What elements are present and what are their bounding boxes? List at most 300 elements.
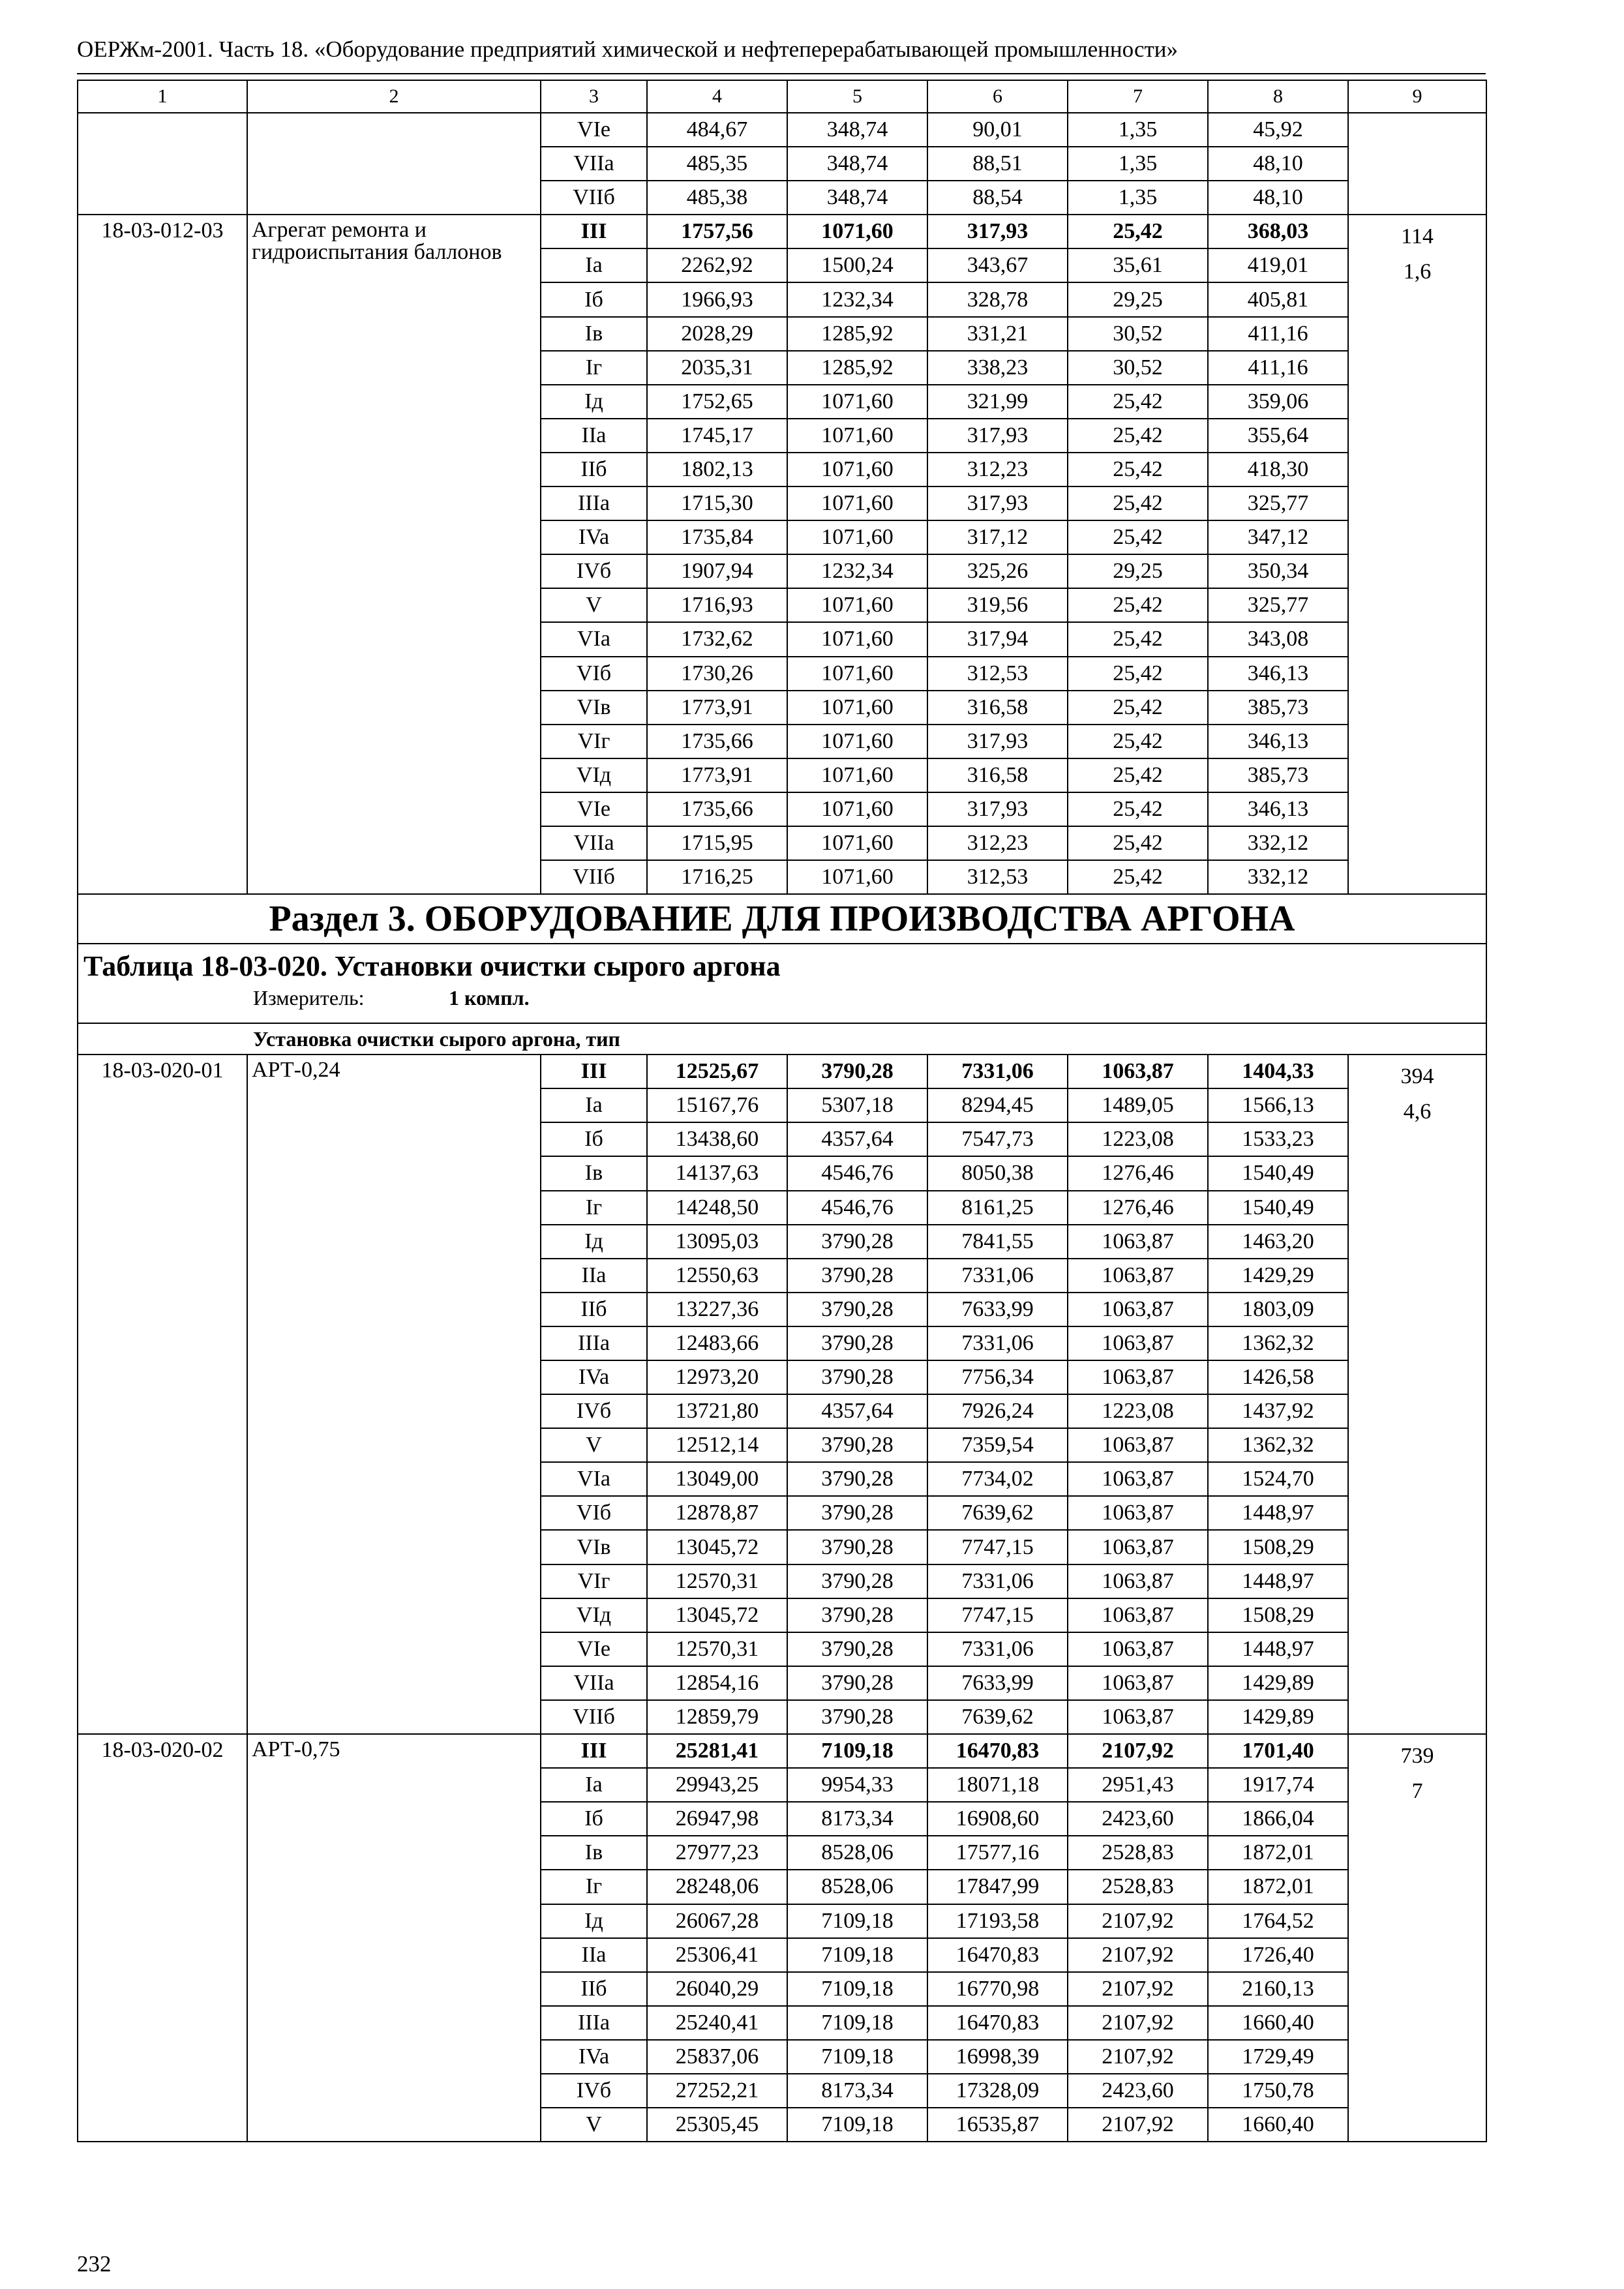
subheading-row	[78, 1023, 1486, 1055]
wages-cell: 3790,28	[787, 1496, 927, 1530]
price-total-cell: 27252,21	[647, 2074, 787, 2108]
materials-cell: 1404,33	[1208, 1055, 1348, 1088]
price-total-cell: 1735,66	[647, 792, 787, 826]
variant-cell: VIIa	[541, 1666, 647, 1700]
materials-cell: 368,03	[1208, 215, 1348, 248]
machine-wages-cell: 1063,87	[1068, 1700, 1208, 1734]
machine-wages-cell: 25,42	[1068, 588, 1208, 622]
machine-wages-cell: 2951,43	[1068, 1768, 1208, 1802]
price-total-cell: 12878,87	[647, 1496, 787, 1530]
machine-operation-cell: 7331,06	[927, 1259, 1068, 1293]
wages-cell: 3790,28	[787, 1055, 927, 1088]
variant-cell: Iд	[541, 1904, 647, 1938]
price-total-cell: 26067,28	[647, 1904, 787, 1938]
labor-value: 1,6	[1403, 260, 1432, 284]
price-total-cell: 1752,65	[647, 385, 787, 419]
wages-cell: 3790,28	[787, 1326, 927, 1360]
machine-operation-cell: 312,23	[927, 826, 1068, 860]
labor-cost-cell	[1348, 113, 1486, 215]
column-number-row	[78, 80, 1486, 113]
variant-cell: IIIa	[541, 1326, 647, 1360]
machine-operation-cell: 7747,15	[927, 1530, 1068, 1564]
machine-wages-cell: 1063,87	[1068, 1428, 1208, 1462]
machine-wages-cell: 25,42	[1068, 486, 1208, 520]
price-total-cell: 485,35	[647, 147, 787, 181]
machine-wages-cell: 1489,05	[1068, 1088, 1208, 1122]
machine-wages-cell: 30,52	[1068, 317, 1208, 351]
machine-wages-cell: 25,42	[1068, 725, 1208, 758]
price-total-cell: 25306,41	[647, 1938, 787, 1972]
machine-operation-cell: 7331,06	[927, 1055, 1068, 1088]
variant-cell: Iд	[541, 1225, 647, 1259]
machine-wages-cell: 1063,87	[1068, 1326, 1208, 1360]
variant-cell: IVa	[541, 520, 647, 554]
variant-cell: VIд	[541, 758, 647, 792]
variant-cell: VIIa	[541, 147, 647, 181]
materials-cell: 347,12	[1208, 520, 1348, 554]
price-total-cell: 12973,20	[647, 1360, 787, 1394]
materials-cell: 385,73	[1208, 758, 1348, 792]
variant-cell: V	[541, 2108, 647, 2142]
price-total-cell: 1757,56	[647, 215, 787, 248]
machine-operation-cell: 88,51	[927, 147, 1068, 181]
price-total-cell: 1730,26	[647, 657, 787, 691]
variant-cell: Iв	[541, 1836, 647, 1870]
materials-cell: 411,16	[1208, 317, 1348, 351]
machine-operation-cell: 16998,39	[927, 2040, 1068, 2074]
wages-cell: 348,74	[787, 181, 927, 215]
wages-cell: 7109,18	[787, 2040, 927, 2074]
materials-cell: 1540,49	[1208, 1156, 1348, 1190]
machine-wages-cell: 1,35	[1068, 147, 1208, 181]
machine-operation-cell: 7633,99	[927, 1293, 1068, 1326]
price-total-cell: 13045,72	[647, 1598, 787, 1632]
machine-operation-cell: 7331,06	[927, 1632, 1068, 1666]
materials-cell: 45,92	[1208, 113, 1348, 147]
machine-operation-cell: 317,94	[927, 622, 1068, 656]
variant-cell: Ia	[541, 1768, 647, 1802]
price-total-cell: 1732,62	[647, 622, 787, 656]
machine-wages-cell: 25,42	[1068, 419, 1208, 453]
price-total-cell: 13438,60	[647, 1122, 787, 1156]
variant-cell: Iг	[541, 351, 647, 385]
materials-cell: 346,13	[1208, 657, 1348, 691]
price-total-cell: 13721,80	[647, 1394, 787, 1428]
price-total-cell: 26040,29	[647, 1972, 787, 2006]
machine-operation-cell: 317,93	[927, 215, 1068, 248]
variant-cell: IVб	[541, 554, 647, 588]
variant-cell: VIIб	[541, 181, 647, 215]
variant-cell: Iг	[541, 1191, 647, 1225]
table-title: Таблица 18-03-020. Установки очистки сырого аргона	[83, 950, 781, 983]
machine-wages-cell: 2528,83	[1068, 1836, 1208, 1870]
machine-operation-cell: 343,67	[927, 248, 1068, 282]
variant-cell: Iб	[541, 282, 647, 316]
table-title-cell	[78, 944, 1486, 1023]
variant-cell: IVб	[541, 1394, 647, 1428]
subheading: Установка очистки сырого аргона, тип	[78, 1023, 1486, 1055]
machine-wages-cell: 25,42	[1068, 792, 1208, 826]
machine-operation-cell: 7547,73	[927, 1122, 1068, 1156]
machine-wages-cell: 1063,87	[1068, 1666, 1208, 1700]
variant-cell: VIг	[541, 725, 647, 758]
machine-operation-cell: 312,53	[927, 657, 1068, 691]
machine-wages-cell: 29,25	[1068, 282, 1208, 316]
page-number: 232	[77, 2251, 112, 2277]
wages-cell: 9954,33	[787, 1768, 927, 1802]
machine-wages-cell: 1223,08	[1068, 1394, 1208, 1428]
wages-cell: 7109,18	[787, 2108, 927, 2142]
estimates-table	[77, 80, 1487, 2142]
variant-cell: Ia	[541, 1088, 647, 1122]
price-total-cell: 14137,63	[647, 1156, 787, 1190]
price-total-cell: 26947,98	[647, 1802, 787, 1836]
variant-cell: VIe	[541, 113, 647, 147]
materials-cell: 359,06	[1208, 385, 1348, 419]
price-total-cell: 2262,92	[647, 248, 787, 282]
materials-cell: 346,13	[1208, 725, 1348, 758]
materials-cell: 355,64	[1208, 419, 1348, 453]
wages-cell: 1071,60	[787, 588, 927, 622]
wages-cell: 4546,76	[787, 1191, 927, 1225]
materials-cell: 1448,97	[1208, 1496, 1348, 1530]
machine-operation-cell: 317,93	[927, 486, 1068, 520]
wages-cell: 1071,60	[787, 385, 927, 419]
price-total-cell: 13045,72	[647, 1530, 787, 1564]
variant-cell: IIIa	[541, 2006, 647, 2040]
machine-wages-cell: 25,42	[1068, 385, 1208, 419]
machine-wages-cell: 1063,87	[1068, 1632, 1208, 1666]
table-row	[78, 113, 1486, 147]
wages-cell: 7109,18	[787, 1972, 927, 2006]
machine-wages-cell: 25,42	[1068, 215, 1208, 248]
wages-cell: 3790,28	[787, 1666, 927, 1700]
wages-cell: 8528,06	[787, 1870, 927, 1904]
price-total-cell: 13227,36	[647, 1293, 787, 1326]
wages-cell: 7109,18	[787, 2006, 927, 2040]
labor-value: 7	[1411, 1779, 1423, 1804]
variant-cell: III	[541, 1055, 647, 1088]
price-total-cell: 1773,91	[647, 758, 787, 792]
variant-cell: VIa	[541, 1462, 647, 1496]
price-total-cell: 1715,30	[647, 486, 787, 520]
variant-cell: VIIa	[541, 826, 647, 860]
machine-wages-cell: 25,42	[1068, 520, 1208, 554]
materials-cell: 1872,01	[1208, 1870, 1348, 1904]
meter-label: Измеритель:	[253, 986, 365, 1010]
materials-cell: 1566,13	[1208, 1088, 1348, 1122]
labor-value: 4,6	[1403, 1100, 1432, 1124]
machine-operation-cell: 8294,45	[927, 1088, 1068, 1122]
table-row	[78, 1734, 1486, 1768]
machine-wages-cell: 1063,87	[1068, 1293, 1208, 1326]
machine-operation-cell: 317,93	[927, 792, 1068, 826]
machine-operation-cell: 317,93	[927, 725, 1068, 758]
wages-cell: 3790,28	[787, 1632, 927, 1666]
wages-cell: 1071,60	[787, 215, 927, 248]
machine-wages-cell: 1,35	[1068, 181, 1208, 215]
price-total-cell: 12483,66	[647, 1326, 787, 1360]
machine-wages-cell: 2107,92	[1068, 1938, 1208, 1972]
machine-operation-cell: 16535,87	[927, 2108, 1068, 2142]
wages-cell: 5307,18	[787, 1088, 927, 1122]
machine-operation-cell: 17847,99	[927, 1870, 1068, 1904]
price-total-cell: 1716,93	[647, 588, 787, 622]
variant-cell: III	[541, 1734, 647, 1768]
price-total-cell: 12854,16	[647, 1666, 787, 1700]
rate-name: Агрегат ремонта и гидроиспытания баллонов	[247, 215, 541, 894]
column-number: 2	[247, 80, 541, 113]
price-total-cell: 485,38	[647, 181, 787, 215]
materials-cell: 419,01	[1208, 248, 1348, 282]
price-total-cell: 1735,84	[647, 520, 787, 554]
meter-value: 1 компл.	[449, 986, 530, 1010]
materials-cell: 1872,01	[1208, 1836, 1348, 1870]
wages-cell: 1500,24	[787, 248, 927, 282]
materials-cell: 1448,97	[1208, 1632, 1348, 1666]
variant-cell: IIб	[541, 1972, 647, 2006]
meter	[83, 983, 1481, 1012]
machine-operation-cell: 17193,58	[927, 1904, 1068, 1938]
price-total-cell: 27977,23	[647, 1836, 787, 1870]
machine-operation-cell: 317,93	[927, 419, 1068, 453]
materials-cell: 1426,58	[1208, 1360, 1348, 1394]
price-total-cell: 1907,94	[647, 554, 787, 588]
variant-cell: Iд	[541, 385, 647, 419]
materials-cell: 325,77	[1208, 588, 1348, 622]
materials-cell: 1726,40	[1208, 1938, 1348, 1972]
wages-cell: 1285,92	[787, 351, 927, 385]
machine-operation-cell: 18071,18	[927, 1768, 1068, 1802]
machine-operation-cell: 7639,62	[927, 1700, 1068, 1734]
machine-wages-cell: 2107,92	[1068, 1904, 1208, 1938]
price-total-cell: 1716,25	[647, 860, 787, 894]
wages-cell: 1071,60	[787, 520, 927, 554]
materials-cell: 1429,89	[1208, 1666, 1348, 1700]
materials-cell: 2160,13	[1208, 1972, 1348, 2006]
wages-cell: 1071,60	[787, 657, 927, 691]
wages-cell: 1071,60	[787, 792, 927, 826]
column-number: 4	[647, 80, 787, 113]
wages-cell: 3790,28	[787, 1225, 927, 1259]
machine-operation-cell: 7331,06	[927, 1564, 1068, 1598]
machine-wages-cell: 1276,46	[1068, 1191, 1208, 1225]
machine-operation-cell: 316,58	[927, 691, 1068, 725]
materials-cell: 1750,78	[1208, 2074, 1348, 2108]
table-row	[78, 215, 1486, 248]
section-title: Раздел 3. ОБОРУДОВАНИЕ ДЛЯ ПРОИЗВОДСТВА АРГОНА	[78, 894, 1486, 944]
machine-operation-cell: 16908,60	[927, 1802, 1068, 1836]
labor-cost-cell	[1348, 215, 1486, 894]
rate-code: 18-03-012-03	[78, 215, 247, 894]
machine-wages-cell: 1063,87	[1068, 1496, 1208, 1530]
machine-operation-cell: 7756,34	[927, 1360, 1068, 1394]
machine-wages-cell: 1063,87	[1068, 1462, 1208, 1496]
wages-cell: 7109,18	[787, 1734, 927, 1768]
variant-cell: III	[541, 215, 647, 248]
materials-cell: 1764,52	[1208, 1904, 1348, 1938]
machine-wages-cell: 25,42	[1068, 826, 1208, 860]
wages-cell: 3790,28	[787, 1598, 927, 1632]
machine-wages-cell: 25,42	[1068, 622, 1208, 656]
materials-cell: 48,10	[1208, 147, 1348, 181]
machine-operation-cell: 17577,16	[927, 1836, 1068, 1870]
materials-cell: 1448,97	[1208, 1564, 1348, 1598]
machine-operation-cell: 328,78	[927, 282, 1068, 316]
machine-wages-cell: 25,42	[1068, 453, 1208, 486]
machine-operation-cell: 7926,24	[927, 1394, 1068, 1428]
machine-wages-cell: 1223,08	[1068, 1122, 1208, 1156]
price-total-cell: 1745,17	[647, 419, 787, 453]
price-total-cell: 1802,13	[647, 453, 787, 486]
wages-cell: 8528,06	[787, 1836, 927, 1870]
variant-cell: VIб	[541, 657, 647, 691]
wages-cell: 7109,18	[787, 1938, 927, 1972]
variant-cell: Iв	[541, 1156, 647, 1190]
rate-name	[247, 113, 541, 215]
column-number: 6	[927, 80, 1068, 113]
price-total-cell: 1966,93	[647, 282, 787, 316]
wages-cell: 8173,34	[787, 2074, 927, 2108]
materials-cell: 1533,23	[1208, 1122, 1348, 1156]
materials-cell: 346,13	[1208, 792, 1348, 826]
machine-wages-cell: 2107,92	[1068, 2040, 1208, 2074]
materials-cell: 1508,29	[1208, 1598, 1348, 1632]
materials-cell: 1917,74	[1208, 1768, 1348, 1802]
machine-operation-cell: 16470,83	[927, 1734, 1068, 1768]
machine-wages-cell: 2107,92	[1068, 2006, 1208, 2040]
machine-operation-cell: 8050,38	[927, 1156, 1068, 1190]
machine-operation-cell: 316,58	[927, 758, 1068, 792]
wages-cell: 1071,60	[787, 691, 927, 725]
price-total-cell: 1735,66	[647, 725, 787, 758]
wages-cell: 3790,28	[787, 1530, 927, 1564]
machine-operation-cell: 8161,25	[927, 1191, 1068, 1225]
wages-cell: 1071,60	[787, 725, 927, 758]
machine-operation-cell: 7359,54	[927, 1428, 1068, 1462]
machine-operation-cell: 325,26	[927, 554, 1068, 588]
variant-cell: IIa	[541, 1938, 647, 1972]
variant-cell: VIIб	[541, 1700, 647, 1734]
variant-cell: IVa	[541, 2040, 647, 2074]
price-total-cell: 1773,91	[647, 691, 787, 725]
machine-wages-cell: 30,52	[1068, 351, 1208, 385]
materials-cell: 343,08	[1208, 622, 1348, 656]
machine-wages-cell: 2423,60	[1068, 2074, 1208, 2108]
materials-cell: 1508,29	[1208, 1530, 1348, 1564]
wages-cell: 3790,28	[787, 1700, 927, 1734]
variant-cell: V	[541, 588, 647, 622]
machine-wages-cell: 1,35	[1068, 113, 1208, 147]
variant-cell: Iв	[541, 317, 647, 351]
price-total-cell: 25281,41	[647, 1734, 787, 1768]
machine-operation-cell: 16470,83	[927, 2006, 1068, 2040]
variant-cell: VIв	[541, 1530, 647, 1564]
price-total-cell: 12525,67	[647, 1055, 787, 1088]
labor-value: 394	[1400, 1064, 1434, 1089]
machine-wages-cell: 1063,87	[1068, 1360, 1208, 1394]
price-total-cell: 25240,41	[647, 2006, 787, 2040]
machine-operation-cell: 317,12	[927, 520, 1068, 554]
machine-operation-cell: 16770,98	[927, 1972, 1068, 2006]
variant-cell: IVa	[541, 1360, 647, 1394]
materials-cell: 1362,32	[1208, 1326, 1348, 1360]
variant-cell: VIe	[541, 1632, 647, 1666]
header-rule	[77, 73, 1486, 74]
page-header: ОЕРЖм-2001. Часть 18. «Оборудование предприятий химической и нефтеперерабатывающей промышленности»	[77, 37, 1179, 62]
machine-wages-cell: 1063,87	[1068, 1530, 1208, 1564]
machine-wages-cell: 1063,87	[1068, 1225, 1208, 1259]
wages-cell: 3790,28	[787, 1462, 927, 1496]
wages-cell: 348,74	[787, 113, 927, 147]
price-total-cell: 12859,79	[647, 1700, 787, 1734]
machine-wages-cell: 1063,87	[1068, 1259, 1208, 1293]
wages-cell: 1232,34	[787, 282, 927, 316]
materials-cell: 1540,49	[1208, 1191, 1348, 1225]
wages-cell: 1071,60	[787, 419, 927, 453]
variant-cell: Iб	[541, 1802, 647, 1836]
materials-cell: 411,16	[1208, 351, 1348, 385]
rate-code: 18-03-020-01	[78, 1055, 247, 1734]
variant-cell: VIe	[541, 792, 647, 826]
wages-cell: 3790,28	[787, 1293, 927, 1326]
materials-cell: 1362,32	[1208, 1428, 1348, 1462]
machine-wages-cell: 29,25	[1068, 554, 1208, 588]
variant-cell: VIд	[541, 1598, 647, 1632]
price-total-cell: 13095,03	[647, 1225, 787, 1259]
machine-operation-cell: 90,01	[927, 113, 1068, 147]
variant-cell: VIг	[541, 1564, 647, 1598]
wages-cell: 1285,92	[787, 317, 927, 351]
machine-wages-cell: 2423,60	[1068, 1802, 1208, 1836]
price-total-cell: 12570,31	[647, 1632, 787, 1666]
wages-cell: 1071,60	[787, 486, 927, 520]
machine-wages-cell: 1063,87	[1068, 1055, 1208, 1088]
variant-cell: VIв	[541, 691, 647, 725]
wages-cell: 1071,60	[787, 758, 927, 792]
materials-cell: 325,77	[1208, 486, 1348, 520]
wages-cell: 348,74	[787, 147, 927, 181]
variant-cell: VIa	[541, 622, 647, 656]
machine-operation-cell: 319,56	[927, 588, 1068, 622]
machine-operation-cell: 7734,02	[927, 1462, 1068, 1496]
machine-operation-cell: 7633,99	[927, 1666, 1068, 1700]
table-title-row	[78, 944, 1486, 1023]
wages-cell: 4357,64	[787, 1394, 927, 1428]
price-total-cell: 14248,50	[647, 1191, 787, 1225]
machine-wages-cell: 2528,83	[1068, 1870, 1208, 1904]
machine-wages-cell: 25,42	[1068, 758, 1208, 792]
wages-cell: 4546,76	[787, 1156, 927, 1190]
materials-cell: 1866,04	[1208, 1802, 1348, 1836]
labor-cost-cell	[1348, 1734, 1486, 2142]
machine-operation-cell: 312,53	[927, 860, 1068, 894]
price-total-cell: 25305,45	[647, 2108, 787, 2142]
variant-cell: Iг	[541, 1870, 647, 1904]
wages-cell: 3790,28	[787, 1564, 927, 1598]
machine-operation-cell: 7841,55	[927, 1225, 1068, 1259]
materials-cell: 1463,20	[1208, 1225, 1348, 1259]
variant-cell: IIa	[541, 419, 647, 453]
machine-wages-cell: 1063,87	[1068, 1598, 1208, 1632]
variant-cell: V	[541, 1428, 647, 1462]
machine-operation-cell: 312,23	[927, 453, 1068, 486]
machine-wages-cell: 35,61	[1068, 248, 1208, 282]
machine-wages-cell: 2107,92	[1068, 2108, 1208, 2142]
materials-cell: 332,12	[1208, 826, 1348, 860]
rate-code: 18-03-020-02	[78, 1734, 247, 2142]
materials-cell: 1729,49	[1208, 2040, 1348, 2074]
